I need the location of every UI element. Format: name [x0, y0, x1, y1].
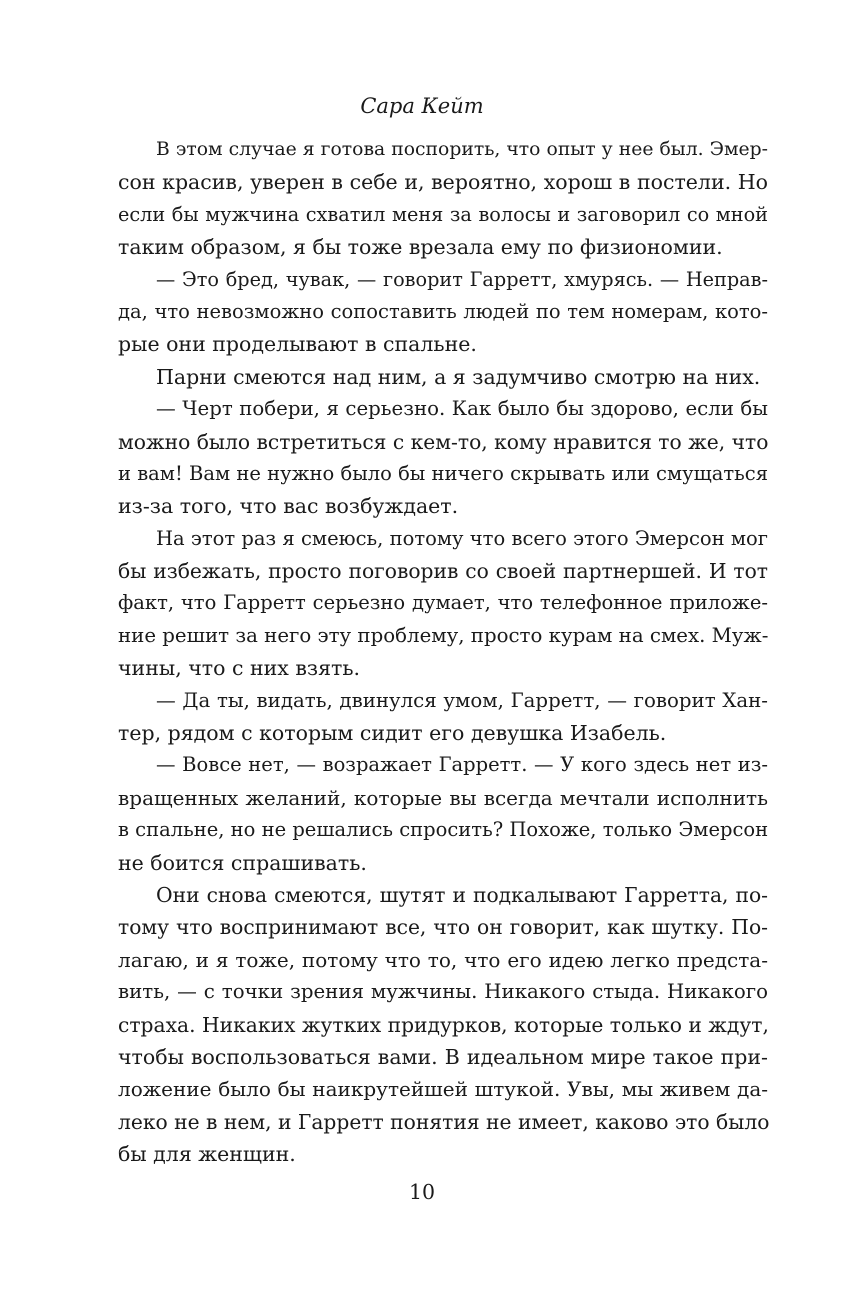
text-line: леко не в нем, и Гарретт понятия не имеет, каково это было: [118, 1109, 770, 1134]
text-line: — Да ты, видать, двинулся умом, Гарретт, — говорит Хан-: [156, 688, 768, 712]
text-line: если бы мужчина схватил меня за волосы и заговорил со мной: [118, 202, 768, 226]
body-text: [118, 134, 768, 1171]
text-line: таким образом, я бы тоже врезала ему по физиономии.: [118, 235, 723, 260]
text-line: ние решит за него эту проблему, просто курам на смех. Муж-: [118, 623, 769, 647]
text-line: страха. Никаких жутких придурков, которые только и ждут,: [118, 1012, 769, 1037]
running-head: Сара Кейт: [360, 94, 484, 118]
text-line: тер, рядом с которым сидит его девушка Изабель.: [118, 721, 667, 746]
text-line: На этот раз я смеюсь, потому что всего этого Эмерсон мог: [156, 526, 768, 550]
text-line: лагаю, и я тоже, потому что то, что его идею легко предста-: [118, 947, 768, 972]
text-line: и вам! Вам не нужно было бы ничего скрывать или смущаться: [118, 461, 768, 485]
text-line: В этом случае я готова поспорить, что опыт у нее был. Эмер-: [156, 139, 768, 160]
text-line: можно было встретиться с кем-то, кому нравится то же, что: [118, 429, 769, 454]
text-line: тому что воспринимают все, что он говорит, как шутку. По-: [118, 915, 768, 940]
text-line: Они снова смеются, шутят и подкалывают Гарретта, по-: [156, 882, 768, 907]
text-line: бы для женщин.: [118, 1142, 296, 1167]
text-line: ложение было бы наикрутейшей штукой. Увы, мы живем да-: [118, 1077, 768, 1102]
text-line: чтобы воспользоваться вами. В идеальном мире такое при-: [118, 1044, 768, 1069]
text-line: — Вовсе нет, — возражает Гарретт. — У кого здесь нет из-: [156, 753, 768, 777]
text-line: не боится спрашивать.: [118, 850, 367, 875]
text-line: факт, что Гарретт серьезно думает, что телефонное приложе-: [118, 591, 768, 615]
text-line: сон красив, уверен в себе и, вероятно, хорош в постели. Но: [118, 170, 768, 195]
text-line: в спальне, но не решались спросить? Похоже, только Эмерсон: [118, 818, 769, 842]
text-line: вращенных желаний, которые вы всегда мечтали исполнить: [118, 785, 768, 810]
text-line: вить, — с точки зрения мужчины. Никакого стыда. Никакого: [118, 980, 768, 1004]
text-line: да, что невозможно сопоставить людей по тем номерам, кото-: [118, 299, 768, 323]
text-line: — Это бред, чувак, — говорит Гарретт, хмурясь. — Неправ-: [156, 267, 768, 291]
text-line: чины, что с них взять.: [118, 656, 361, 681]
page-number: 10: [408, 1180, 436, 1204]
text-line: рые они проделывают в спальне.: [118, 332, 477, 357]
text-line: Парни смеются над ним, а я задумчиво смотрю на них.: [156, 364, 761, 389]
text-line: — Черт побери, я серьезно. Как было бы здорово, если бы: [156, 397, 768, 421]
text-line: из-за того, что вас возбуждает.: [118, 494, 459, 519]
text-line: бы избежать, просто поговорив со своей партнершей. И тот: [118, 559, 768, 584]
